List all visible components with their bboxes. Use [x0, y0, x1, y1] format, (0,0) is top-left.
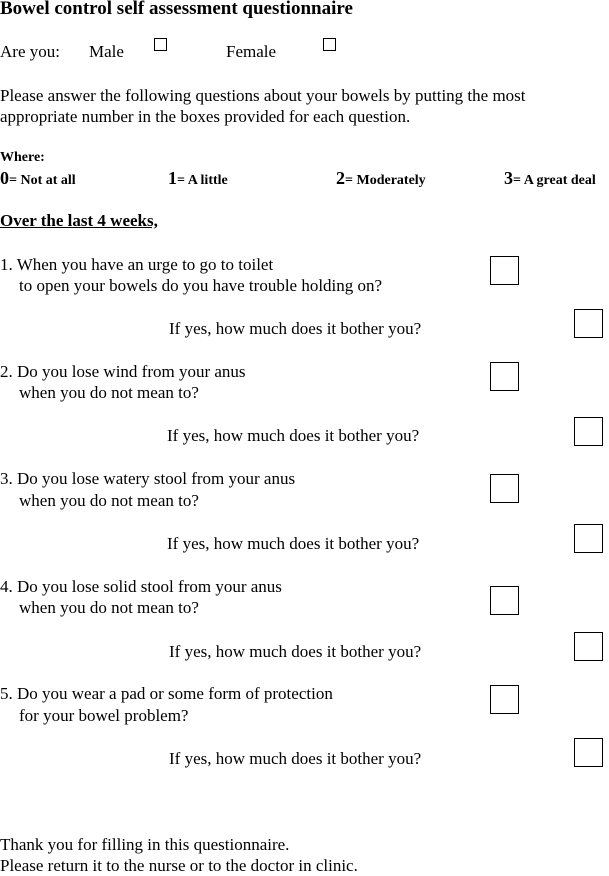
instructions-line-2: appropriate number in the boxes provided for each question. [0, 107, 411, 126]
question-2-bother-box[interactable] [574, 417, 603, 446]
scale-item-3 [504, 168, 596, 189]
question-4-line-1: 4. Do you lose solid stool from your anus [0, 577, 282, 596]
gender-female-label: Female [226, 42, 277, 61]
period-heading: Over the last 4 weeks, [0, 211, 158, 230]
question-4-bother-label: If yes, how much does it bother you? [169, 642, 422, 661]
question-2-answer-box[interactable] [490, 362, 519, 391]
gender-male-checkbox[interactable] [154, 38, 167, 51]
gender-male-label: Male [89, 42, 124, 61]
scale-number: 0 [0, 168, 9, 188]
page-title: Bowel control self assessment questionnaire [0, 0, 353, 19]
question-3-bother-label: If yes, how much does it bother you? [167, 534, 420, 553]
scale-where-label: Where: [0, 150, 45, 165]
scale-text: = Moderately [345, 173, 426, 188]
scale-text: = Not at all [9, 173, 76, 188]
question-3-line-2: when you do not mean to? [19, 491, 199, 510]
question-3-answer-box[interactable] [490, 474, 519, 503]
question-4-line-2: when you do not mean to? [19, 598, 199, 617]
question-2-line-2: when you do not mean to? [19, 383, 199, 402]
gender-female-checkbox[interactable] [323, 38, 336, 51]
scale-item-0 [0, 168, 76, 189]
footer-return-instructions: Please return it to the nurse or to the doctor in clinic. [0, 856, 358, 875]
question-5-line-1: 5. Do you wear a pad or some form of protection [0, 684, 333, 703]
question-5-line-2: for your bowel problem? [19, 706, 189, 725]
question-1-bother-box[interactable] [574, 309, 603, 338]
question-2-line-1: 2. Do you lose wind from your anus [0, 362, 246, 381]
question-4-answer-box[interactable] [490, 586, 519, 615]
scale-item-2 [336, 168, 426, 189]
question-5-answer-box[interactable] [490, 685, 519, 714]
question-1-line-1: 1. When you have an urge to go to toilet [0, 255, 274, 274]
question-5-bother-box[interactable] [574, 738, 603, 767]
scale-text: = A little [177, 173, 228, 188]
scale-number: 2 [336, 168, 345, 188]
instructions-line-1: Please answer the following questions about your bowels by putting the most [0, 86, 526, 105]
question-3-bother-box[interactable] [574, 524, 603, 553]
scale-text: = A great deal [513, 173, 596, 188]
question-4-bother-box[interactable] [574, 632, 603, 661]
footer-thanks: Thank you for filling in this questionnaire. [0, 835, 290, 854]
scale-number: 1 [168, 168, 177, 188]
scale-item-1 [168, 168, 228, 189]
question-1-answer-box[interactable] [490, 256, 519, 285]
scale-number: 3 [504, 168, 513, 188]
question-5-bother-label: If yes, how much does it bother you? [169, 749, 422, 768]
question-2-bother-label: If yes, how much does it bother you? [167, 426, 420, 445]
question-3-line-1: 3. Do you lose watery stool from your anus [0, 469, 296, 488]
question-1-line-2: to open your bowels do you have trouble holding on? [19, 276, 383, 295]
gender-label: Are you: [0, 42, 60, 61]
question-1-bother-label: If yes, how much does it bother you? [169, 319, 422, 338]
